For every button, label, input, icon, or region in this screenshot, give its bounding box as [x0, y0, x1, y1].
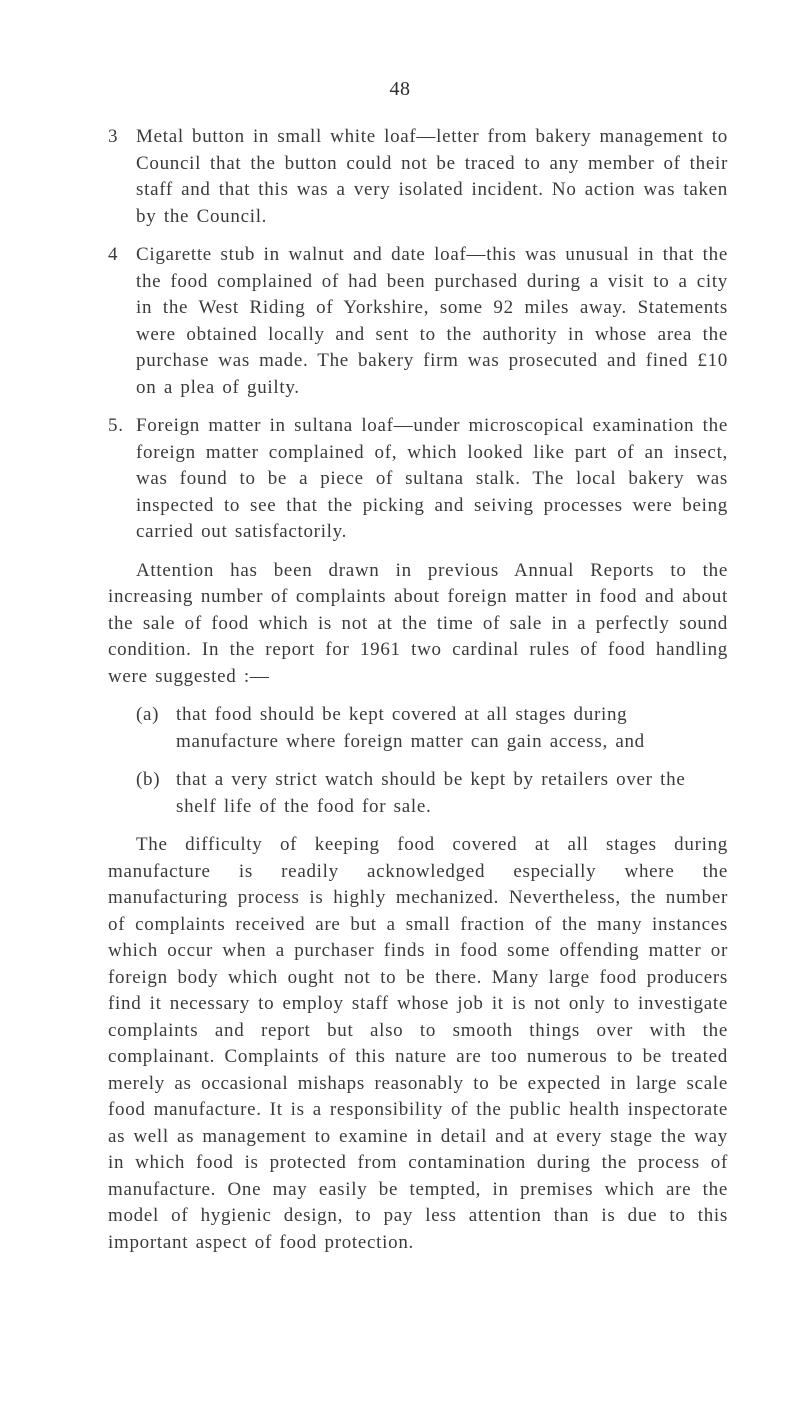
item-text: Cigarette stub in walnut and date loaf—this was unusual in that the the food complained of had been purchased during a visit to a city in the West Riding of Yorkshire, some 92 miles away. Statements were obtained locally and sent to the authority in whose area the purchase was made. The bakery firm was prosecuted and fined £10 on a plea of guilty.	[136, 244, 728, 398]
rule-label: (a)	[136, 704, 160, 725]
document-body	[108, 124, 728, 1268]
page-number: 48	[389, 78, 411, 100]
complaint-item-5	[108, 413, 728, 546]
rule-label: (b)	[136, 769, 161, 790]
rule-text: that a very strict watch should be kept by retailers over the shelf life of the food for sale.	[176, 769, 686, 817]
item-text: Foreign matter in sultana loaf—under microscopical examination the foreign matter complained of, which looked like part of an insect, was found to be a piece of sultana stalk. The local bakery was inspected to see that the picking and seiving processes were being carried out satisfactorily.	[136, 415, 728, 542]
paragraph-attention: Attention has been drawn in previous Annual Reports to the increasing number of complaints about foreign matter in food and about the sale of food which is not at the time of sale in a perfectly sound condition. In the report for 1961 two cardinal rules of food handling were suggested :—	[108, 559, 728, 687]
rule-a	[136, 702, 728, 755]
item-number: 4	[108, 244, 119, 265]
item-number: 5.	[108, 415, 124, 436]
complaint-item-4	[108, 242, 728, 401]
complaint-item-3	[108, 124, 728, 230]
item-text: Metal button in small white loaf—letter from bakery management to Council that the button could not be traced to any member of their staff and that this was a very isolated incident. No action was taken by the Council.	[136, 126, 728, 227]
item-number: 3	[108, 126, 119, 147]
rule-text: that food should be kept covered at all stages during manufacture where foreign matter can gain access, and	[176, 704, 645, 752]
paragraph-difficulty: The difficulty of keeping food covered at all stages during manufacture is readily acknowledged especially where the manufacturing process is highly mechanized. Nevertheless, the number of complaints received are but a small fraction of the many instances which occur when a purchaser finds in food some offending matter or foreign body which ought not to be there. Many large food producers find it necessary to employ staff whose job it is not only to investigate complaints and report but also to smooth things over with the complainant. Complaints of this nature are too numerous to be treated merely as occasional mishaps reasonably to be expected in large scale food manufacture. It is a responsibility of the public health inspectorate as well as management to examine in detail and at every stage the way in which food is protected from contamination during the process of manufacture. One may easily be tempted, in premises which are the model of hygienic design, to pay less attention than is due to this important aspect of food protection.	[108, 834, 728, 1253]
rule-b	[136, 767, 728, 820]
